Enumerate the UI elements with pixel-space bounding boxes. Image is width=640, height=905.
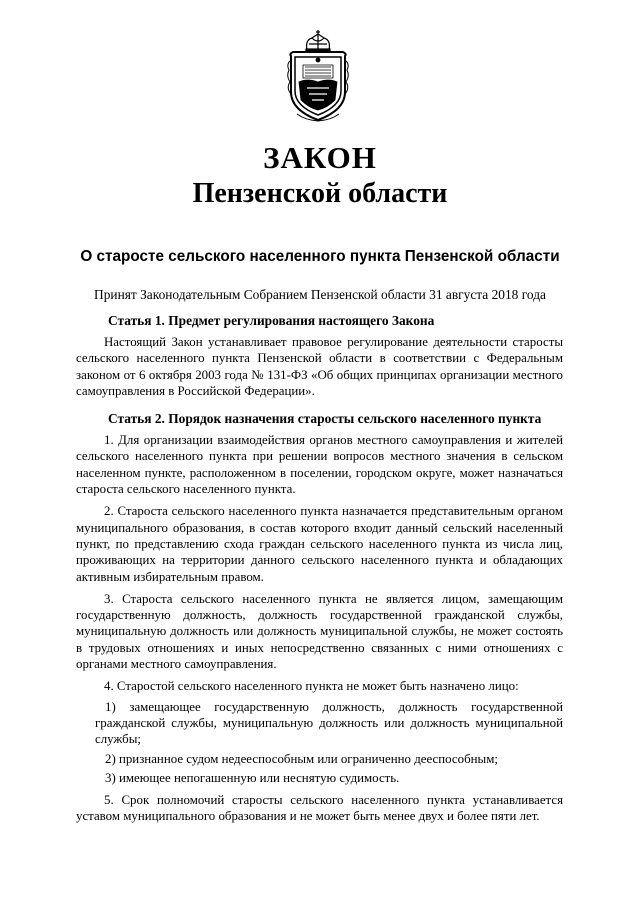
article-2-paragraph-1: 1. Для организации взаимодействия органов местного самоуправления и жителей сельского населенного пункта при решении вопросов местного значения в сельском населенном пункте, расположенном в поселении, городском округе, может назначаться староста сельского населенного пункта. [76,433,563,497]
article-2-item-3: 3) имеющее непогашенную или неснятую судимость. [105,770,400,785]
article-2-paragraph-3: 3. Староста сельского населенного пункта не является лицом, замещающим государственную должность, должность государственной гражданской службы, муниципальную должность или должность муниципальной службы, не может состоять в трудовых отношениях и иных непосредственно связанных с ними отношениях с органами местного самоуправления. [76,591,563,672]
article-2-item-1: 1) замещающее государственную должность, должность государственной гражданской службы, муниципальную должность или должность муниципальной службы; [95,699,563,747]
article-1-heading: Статья 1. Предмет регулирования настоящего Закона [108,313,435,328]
article-2-heading: Статья 2. Порядок назначения старосты сельского населенного пункта [108,411,542,427]
law-title: О старосте сельского населенного пункта Пензенской области [80,248,560,265]
adoption-note: Принят Законодательным Собранием Пензенской области 31 августа 2018 года [94,287,546,302]
article-2-paragraph-2: 2. Староста сельского населенного пункта назначается представительным органом муниципального образования, в состав которого входит данный сельский населенный пункт, по представлению схода граждан сельского населенного пункта из числа лиц, проживающих на территории данного сельского населенного пункта и обладающих активным избирательным правом. [76,504,563,584]
article-1-paragraph: Настоящий Закон устанавливает правовое регулирование деятельности старосты сельского населенного пункта Пензенской области в соответствии с Федеральным законом от 6 октября 2003 года № 131-ФЗ «Об общих принципах организации местного самоуправления в Российской Федерации». [76,335,563,398]
article-2-item-2: 2) признанное судом недееспособным или ограниченно дееспособным; [105,751,498,766]
article-2-paragraph-5: 5. Срок полномочий старосты сельского населенного пункта устанавливается уставом муниципального образования и не может быть менее двух и более пяти лет. [76,793,563,824]
article-2-paragraph-4: 4. Старостой сельского населенного пункта не может быть назначено лицо: [104,679,519,694]
document-title: ЗАКОН [263,140,377,175]
document-subtitle: Пензенской области [192,178,448,209]
document-body [76,312,563,831]
coat-of-arms-icon [285,30,351,122]
